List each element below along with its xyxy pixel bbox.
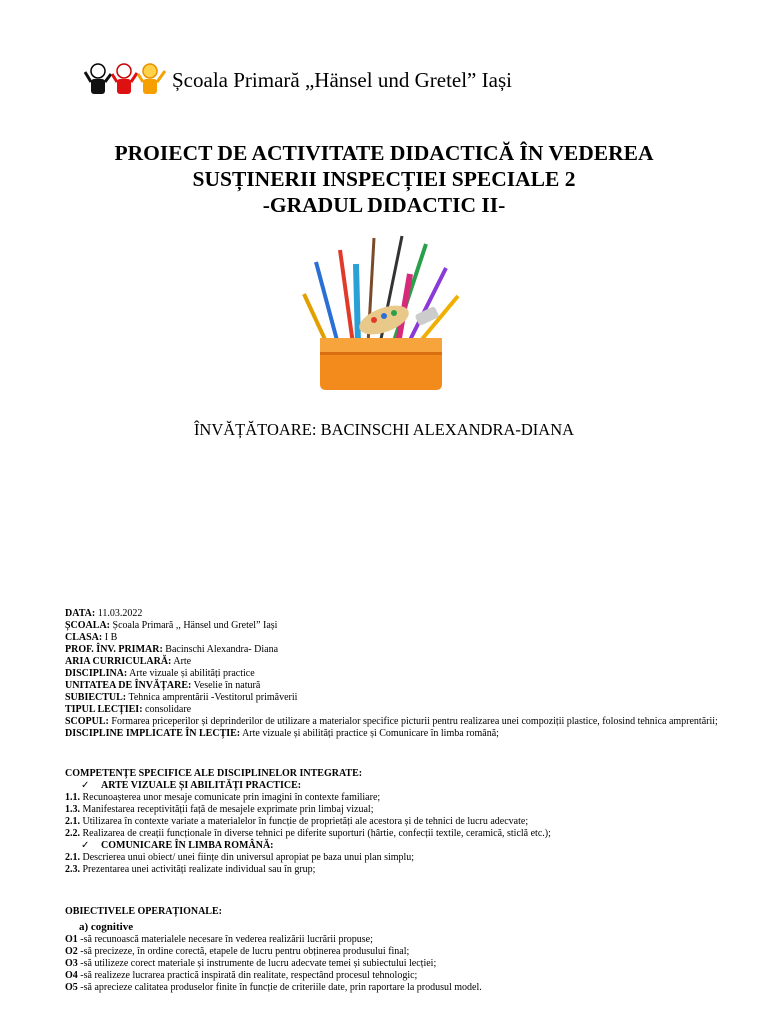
title-line-2: SUSȚINERII INSPECȚIEI SPECIALE 2	[192, 167, 576, 191]
info-row-lesson-type: TIPUL LECȚIEI: consolidare	[65, 704, 192, 715]
info-row-purpose: SCOPUL: Formarea priceperilor și deprinderilor de utilizare a materialor specifice picturii pentru realizarea unei compoziții plastice, folosind tehnica amprentării;	[65, 716, 718, 727]
objective-item: O4 -să realizeze lucrarea practică inspirată din realitate, respectând procesul tehnologic;	[65, 970, 418, 981]
info-row-subject: SUBIECTUL: Tehnica amprentării -Vestitorul primăverii	[65, 692, 298, 703]
document-header	[84, 60, 512, 100]
objective-item: O2 -să precizeze, în ordine corectă, etapele de lucru pentru obținerea produsului final;	[65, 946, 410, 957]
info-row-teacher: PROF. ÎNV. PRIMAR: Bacinschi Alexandra- Diana	[65, 644, 279, 655]
objective-item: O1 -să recunoască materialele necesare în vederea realizării lucrării propuse;	[65, 934, 373, 945]
objectives-section	[65, 906, 755, 994]
competence-group-arts: ✓ ARTE VIZUALE ȘI ABILITĂȚI PRACTICE:	[81, 780, 302, 791]
objective-item: O5 -să aprecieze calitatea produselor finite în funcție de criteriile date, prin raportare la produsul model.	[65, 982, 482, 993]
competence-item: 2.3. Prezentarea unei activități realizate individual sau în grup;	[65, 864, 316, 875]
document-title	[0, 140, 768, 218]
teacher-name: ÎNVĂȚĂTOARE: BACINSCHI ALEXANDRA-DIANA	[193, 420, 575, 439]
competence-item: 2.1. Utilizarea în contexte variate a materialelor în funcție de proprietăți ale acestora și de tehnici de lucru adecvate;	[65, 816, 529, 827]
competence-item: 2.2. Realizarea de creații funcționale în diverse tehnici pe diferite suporturi (hârtie, confecții textile, ceramică, sticlă etc.);	[65, 828, 551, 839]
checkmark-icon: ✓	[81, 780, 90, 791]
competences-heading: COMPETENȚE SPECIFICE ALE DISCIPLINELOR INTEGRATE:	[65, 768, 363, 779]
info-row-curricular-area: ARIA CURRICULARĂ: Arte	[65, 656, 192, 667]
competence-item: 1.3. Manifestarea receptivității față de mesajele exprimate prin limbaj vizual;	[65, 804, 374, 815]
objective-item: O3 -să utilizeze corect materiale și instrumente de lucru adecvate temei și subiectului lecției;	[65, 958, 437, 969]
lesson-info	[65, 608, 755, 740]
competence-group-romanian: ✓ COMUNICARE ÎN LIMBA ROMÂNĂ:	[81, 840, 274, 851]
title-line-1: PROIECT DE ACTIVITATE DIDACTICĂ ÎN VEDEREA	[114, 141, 654, 165]
objectives-heading: OBIECTIVELE OPERAȚIONALE:	[65, 906, 222, 917]
info-row-learning-unit: UNITATEA DE ÎNVĂȚARE: Veselie în natură	[65, 680, 261, 691]
art-supplies-box-icon	[298, 234, 464, 394]
competences-section	[65, 768, 755, 876]
info-row-class: CLASA: I B	[65, 632, 118, 643]
checkmark-icon: ✓	[81, 840, 90, 851]
competence-item: 2.1. Descrierea unui obiect/ unei ființe din universul apropiat pe baza unui plan simplu;	[65, 852, 415, 863]
objectives-subheading: a) cognitive	[79, 921, 134, 933]
competence-item: 1.1. Recunoașterea unor mesaje comunicate prin imagini în contexte familiare;	[65, 792, 381, 803]
info-row-discipline: DISCIPLINA: Arte vizuale și abilități practice	[65, 668, 255, 679]
info-row-school: ȘCOALA: Școala Primară ,, Hänsel und Gretel” Iași	[65, 620, 278, 631]
info-row-disciplines: DISCIPLINE IMPLICATE ÎN LECȚIE: Arte vizuale și abilități practice și Comunicare în limba română;	[65, 728, 499, 739]
info-row-date: DATA: 11.03.2022	[65, 608, 143, 619]
title-line-3: -GRADUL DIDACTIC II-	[262, 193, 506, 217]
school-name: Școala Primară „Hänsel und Gretel” Iași	[172, 67, 512, 92]
school-logo-kids-icon	[84, 62, 168, 98]
